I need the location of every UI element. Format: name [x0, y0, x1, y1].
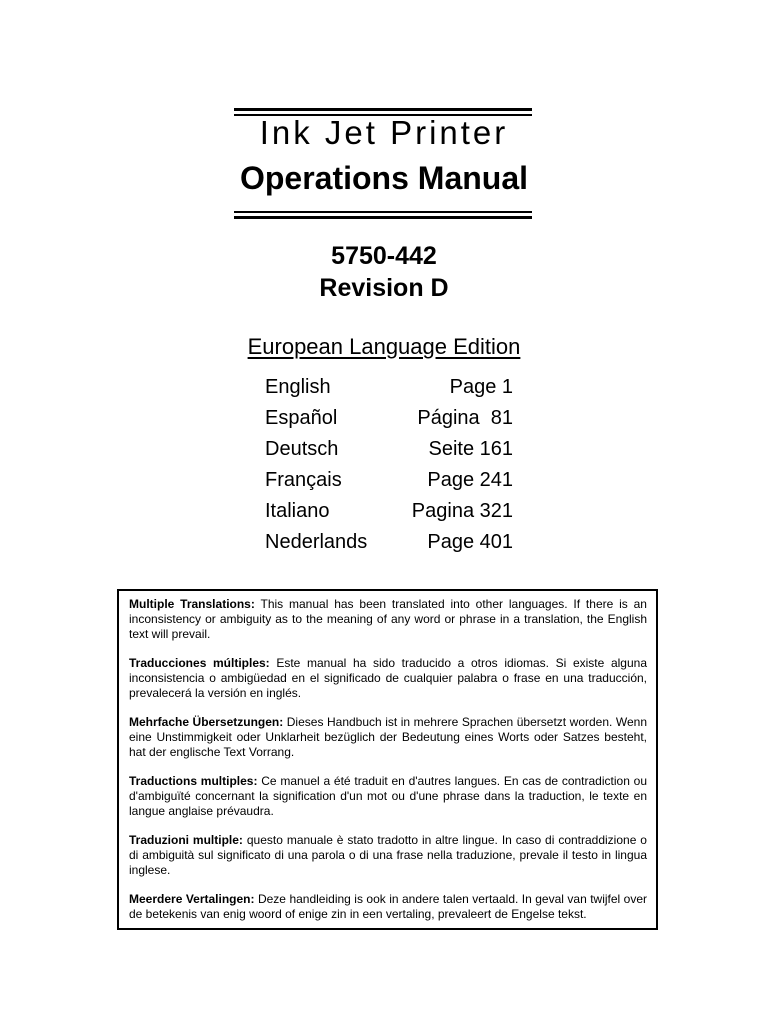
language-table [265, 372, 513, 558]
edition-title: European Language Edition [247, 334, 521, 359]
revision-label: Revision D [319, 274, 449, 302]
language-row-italiano [265, 496, 513, 527]
language-row-nederlands [265, 527, 513, 558]
title-line-1: Ink Jet Printer [259, 114, 509, 151]
language-row-espanol [265, 403, 513, 434]
notice-italian [129, 833, 647, 878]
language-row-francais [265, 465, 513, 496]
language-row-deutsch [265, 434, 513, 465]
notice-text: This manual has been translated into other languages. If there is an inconsistency or ambiguity as to the meaning of any word or phrase in a translation, the English text will prevail. [129, 597, 647, 641]
language-name: Nederlands [265, 531, 368, 553]
language-page: Seite 161 [428, 438, 513, 460]
language-page: Página 81 [417, 407, 513, 429]
notice-text: Ce manuel a été traduit en d'autres langues. En cas de contradiction ou d'ambiguïté concernant la signification d'un mot ou d'une phrase dans la traduction, le texte en langue anglaise prévaudra. [129, 774, 647, 818]
notice-german [129, 715, 647, 760]
bottom-rule-upper [234, 211, 532, 213]
notice-label: Traduzioni multiple: [129, 833, 243, 847]
language-page: Page 241 [427, 469, 513, 491]
language-name: English [265, 376, 331, 398]
title-line-2: Operations Manual [239, 160, 529, 196]
bottom-rule-lower [234, 216, 532, 219]
notice-english [129, 597, 647, 642]
notice-spanish [129, 656, 647, 701]
notice-label: Multiple Translations: [129, 597, 255, 611]
edition-heading [0, 334, 768, 360]
language-name: Français [265, 469, 342, 491]
notice-label: Traducciones múltiples: [129, 656, 270, 670]
notice-label: Mehrfache Übersetzungen: [129, 715, 284, 729]
translation-notice-box [117, 589, 658, 930]
language-name: Italiano [265, 500, 330, 522]
notice-label: Meerdere Vertalingen: [129, 892, 255, 906]
language-name: Español [265, 407, 338, 429]
notice-text: Este manual ha sido traducido a otros idiomas. Si existe alguna inconsistencia o ambigüedad en el significado de cualquier palabra o frase en una traducción, prevalecerá la versión en inglés. [129, 656, 647, 700]
language-page: Page 1 [449, 376, 513, 398]
notice-text: Deze handleiding is ook in andere talen vertaald. In geval van twijfel over de betekenis van enig woord of enige zin in een vertaling, prevaleert de Engelse tekst. [129, 892, 647, 921]
notice-french [129, 774, 647, 819]
part-number: 5750-442 [331, 242, 437, 270]
top-rule-upper [234, 108, 532, 111]
notice-text: Dieses Handbuch ist in mehrere Sprachen übersetzt worden. Wenn eine Unstimmigkeit oder Unklarheit bezüglich der Bedeutung eines Worts oder Satzes besteht, hat der englische Text Vorrang. [129, 715, 648, 759]
language-page: Page 401 [427, 531, 513, 553]
notice-label: Traductions multiples: [129, 774, 258, 788]
language-row-english [265, 372, 513, 403]
language-name: Deutsch [265, 438, 339, 460]
notice-text: questo manuale è stato tradotto in altre lingue. In caso di contraddizione o di ambiguità sul significato di una parola o di una frase nella traduzione, prevale il testo in lingua inglese. [129, 833, 647, 877]
notice-dutch [129, 892, 647, 922]
language-page: Pagina 321 [411, 500, 513, 522]
